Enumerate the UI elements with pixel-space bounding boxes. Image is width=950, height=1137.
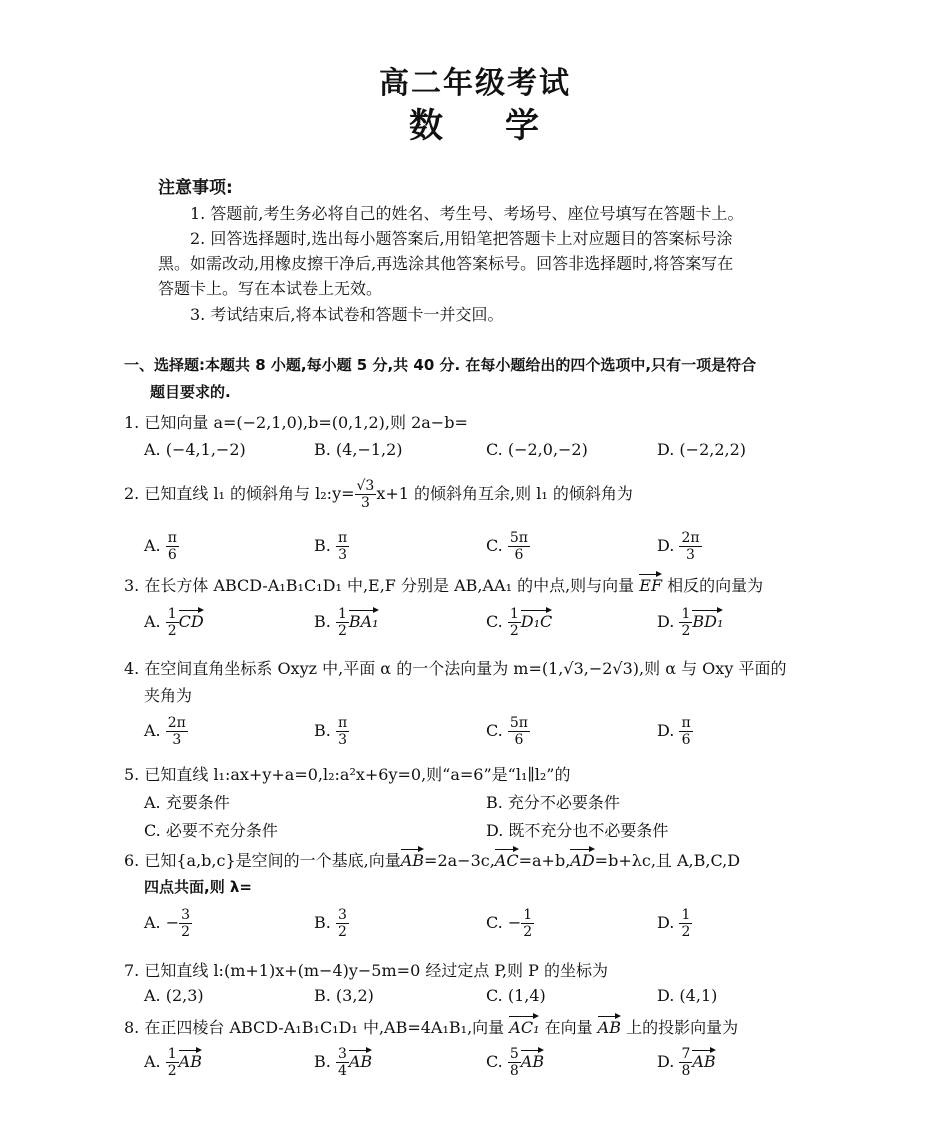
q2-option-b bbox=[314, 530, 349, 563]
q8-option-c bbox=[486, 1046, 544, 1079]
q4-option-a-label: A. bbox=[144, 721, 161, 741]
q2-option-d-label: D. bbox=[657, 536, 675, 556]
q3-option-c bbox=[486, 606, 552, 639]
q6-option-b-label: B. bbox=[314, 913, 331, 933]
q8-option-a-num: 1 bbox=[167, 1046, 177, 1062]
q5-option-a: A. 充要条件 bbox=[144, 793, 230, 812]
q3-option-b-num: 1 bbox=[337, 606, 347, 622]
notice-line-5: 3. 考试结束后,将本试卷和答题卡一并交回。 bbox=[190, 305, 504, 324]
q8-option-b-den: 4 bbox=[337, 1063, 347, 1080]
q2-option-a-den: 6 bbox=[167, 547, 177, 564]
q6-option-d-num: 1 bbox=[681, 907, 691, 923]
question-6-stem bbox=[124, 848, 740, 871]
q8-option-a-label: A. bbox=[144, 1052, 161, 1072]
q6-option-a bbox=[144, 907, 192, 940]
notice-line-4: 答题卡上。写在本试卷上无效。 bbox=[158, 279, 383, 298]
q4-option-b-label: B. bbox=[314, 721, 331, 741]
q8-option-d-label: D. bbox=[657, 1052, 675, 1072]
notice-heading: 注意事项: bbox=[158, 178, 233, 198]
q4-option-d-den: 6 bbox=[681, 732, 691, 749]
q8-option-c-label: C. bbox=[486, 1052, 503, 1072]
q2-option-d bbox=[657, 530, 702, 563]
q8-vector-ac1: AC₁ bbox=[509, 1018, 540, 1037]
q3-option-c-vector: D₁C bbox=[520, 612, 553, 632]
q2-fraction-numerator: √3 bbox=[356, 478, 375, 494]
q3-option-a-den: 2 bbox=[167, 623, 177, 640]
q2-option-d-num: 2π bbox=[681, 530, 700, 546]
q6-vector-ac: AC bbox=[494, 851, 519, 870]
q3-stem-part-b: 相反的向量为 bbox=[662, 576, 764, 595]
q6-stem-part-d: =b+λc,且 A,B,C,D bbox=[594, 851, 741, 870]
q6-option-a-den: 2 bbox=[181, 924, 191, 941]
q1-option-c: C. (−2,0,−2) bbox=[486, 440, 588, 459]
q6-option-b-den: 2 bbox=[337, 924, 347, 941]
q7-option-b: B. (3,2) bbox=[314, 986, 374, 1005]
section-heading-2: 题目要求的. bbox=[150, 383, 231, 401]
q4-option-a-num: 2π bbox=[167, 715, 186, 731]
q2-option-a-label: A. bbox=[144, 536, 161, 556]
q8-option-b-label: B. bbox=[314, 1052, 331, 1072]
q3-option-d-label: D. bbox=[657, 612, 675, 632]
q6-vector-ad: AD bbox=[570, 851, 595, 870]
q6-option-d bbox=[657, 907, 692, 940]
q8-option-a-vector: AB bbox=[178, 1052, 202, 1072]
notice-line-1: 1. 答题前,考生务必将自己的姓名、考生号、考场号、座位号填写在答题卡上。 bbox=[190, 204, 744, 223]
q4-option-b-num: π bbox=[337, 715, 348, 731]
q2-option-d-den: 3 bbox=[686, 547, 695, 564]
q1-option-d: D. (−2,2,2) bbox=[657, 440, 747, 459]
q2-fraction-denominator: 3 bbox=[360, 495, 370, 512]
question-4-stem-1: 4. 在空间直角坐标系 Oxyz 中,平面 α 的一个法向量为 m=(1,√3,−2√3),则 α 与 Oxy 平面的 bbox=[124, 659, 787, 678]
q4-option-c-label: C. bbox=[486, 721, 503, 741]
q6-stem-part-a: 6. 已知{a,b,c}是空间的一个基底,向量 bbox=[124, 851, 401, 870]
q1-option-b: B. (4,−1,2) bbox=[314, 440, 403, 459]
q8-option-c-vector: AB bbox=[520, 1052, 545, 1072]
q6-option-b-num: 3 bbox=[337, 907, 347, 923]
q8-option-c-num: 5 bbox=[509, 1046, 519, 1062]
q3-option-d-num: 1 bbox=[681, 606, 691, 622]
exam-title: 高二年级考试 bbox=[379, 66, 571, 101]
q3-option-c-num: 1 bbox=[509, 606, 519, 622]
q8-vector-ab: AB bbox=[597, 1018, 621, 1037]
q3-option-d-den: 2 bbox=[681, 623, 691, 640]
q2-option-a-num: π bbox=[167, 530, 177, 546]
q3-option-c-label: C. bbox=[486, 612, 503, 632]
section-heading-1: 一、选择题:本题共 8 小题,每小题 5 分,共 40 分. 在每小题给出的四个选项中,只有一项是符合 bbox=[124, 356, 757, 374]
q3-vector-ef: EF bbox=[639, 576, 663, 595]
q5-option-c: C. 必要不充分条件 bbox=[144, 821, 278, 840]
q6-option-a-label: A. − bbox=[144, 913, 180, 933]
q8-option-b-num: 3 bbox=[337, 1046, 347, 1062]
q4-option-c bbox=[486, 715, 530, 748]
q6-option-a-num: 3 bbox=[181, 907, 191, 923]
q8-option-d-num: 7 bbox=[681, 1046, 691, 1062]
q4-option-a-den: 3 bbox=[172, 732, 182, 749]
q2-option-c-label: C. bbox=[486, 536, 503, 556]
q7-option-a: A. (2,3) bbox=[144, 986, 204, 1005]
q6-option-d-label: D. bbox=[657, 913, 675, 933]
q8-stem-part-b: 在向量 bbox=[539, 1018, 593, 1037]
q4-option-b-den: 3 bbox=[338, 732, 347, 749]
q4-option-d bbox=[657, 715, 693, 748]
q8-option-c-den: 8 bbox=[509, 1063, 519, 1080]
q2-option-a bbox=[144, 530, 179, 563]
q2-option-b-label: B. bbox=[314, 536, 331, 556]
q3-option-b-den: 2 bbox=[337, 623, 347, 640]
q3-option-a bbox=[144, 606, 204, 639]
q2-option-c-num: 5π bbox=[509, 530, 528, 546]
q6-stem-part-b: =2a−3c, bbox=[424, 851, 495, 870]
q6-option-c bbox=[486, 907, 534, 940]
q8-option-a bbox=[144, 1046, 202, 1079]
q4-option-c-den: 6 bbox=[514, 732, 524, 749]
q4-option-c-num: 5π bbox=[509, 715, 528, 731]
q6-option-c-den: 2 bbox=[523, 924, 533, 941]
question-5-stem: 5. 已知直线 l₁:ax+y+a=0,l₂:a²x+6y=0,则“a=6”是“l₁∥l₂”的 bbox=[124, 765, 571, 784]
q3-option-b bbox=[314, 606, 379, 639]
question-6-stem-2: 四点共面,则 λ= bbox=[144, 878, 252, 896]
question-2-stem bbox=[124, 478, 633, 511]
q8-option-d bbox=[657, 1046, 716, 1079]
question-1-stem: 1. 已知向量 a=(−2,1,0),b=(0,1,2),则 2a−b= bbox=[124, 413, 468, 432]
q6-option-d-den: 2 bbox=[681, 924, 691, 941]
q3-option-b-label: B. bbox=[314, 612, 331, 632]
q2-stem-fraction bbox=[355, 478, 377, 511]
q3-option-a-num: 1 bbox=[167, 606, 177, 622]
q3-option-d bbox=[657, 606, 723, 639]
q6-option-b bbox=[314, 907, 349, 940]
q8-option-d-den: 8 bbox=[681, 1063, 691, 1080]
q7-option-c: C. (1,4) bbox=[486, 986, 546, 1005]
q3-option-c-den: 2 bbox=[509, 623, 519, 640]
q1-option-a: A. (−4,1,−2) bbox=[144, 440, 246, 459]
q8-stem-part-c: 上的投影向量为 bbox=[620, 1018, 739, 1037]
notice-line-3: 黑。如需改动,用橡皮擦干净后,再选涂其他答案标号。回答非选择题时,将答案写在 bbox=[158, 254, 734, 273]
q5-option-d: D. 既不充分也不必要条件 bbox=[486, 821, 669, 840]
subject-title: 数学 bbox=[409, 106, 601, 146]
q4-option-d-label: D. bbox=[657, 721, 675, 741]
question-4-stem-2: 夹角为 bbox=[144, 686, 193, 705]
q8-option-d-vector: AB bbox=[692, 1052, 716, 1072]
q8-option-a-den: 2 bbox=[167, 1063, 177, 1080]
q3-option-a-vector: CD bbox=[178, 612, 204, 632]
q2-option-b-num: π bbox=[337, 530, 348, 546]
q6-option-c-num: 1 bbox=[523, 907, 533, 923]
q2-stem-part-b: x+1 的倾斜角互余,则 l₁ 的倾斜角为 bbox=[376, 484, 633, 504]
q2-option-c bbox=[486, 530, 530, 563]
q3-option-b-vector: BA₁ bbox=[348, 612, 379, 632]
q8-option-b bbox=[314, 1046, 372, 1079]
q3-stem-part-a: 3. 在长方体 ABCD-A₁B₁C₁D₁ 中,E,F 分别是 AB,AA₁ 的中点,则与向量 bbox=[124, 576, 635, 595]
question-8-stem bbox=[124, 1015, 738, 1038]
q2-option-b-den: 3 bbox=[338, 547, 347, 564]
q6-stem-part-c: =a+b, bbox=[518, 851, 571, 870]
q6-option-c-label: C. − bbox=[486, 913, 522, 933]
q6-vector-ab: AB bbox=[400, 851, 425, 870]
q4-option-a bbox=[144, 715, 188, 748]
q3-option-a-label: A. bbox=[144, 612, 161, 632]
q8-option-b-vector: AB bbox=[348, 1052, 373, 1072]
notice-line-2: 2. 回答选择题时,选出每小题答案后,用铅笔把答题卡上对应题目的答案标号涂 bbox=[190, 229, 733, 248]
q2-option-c-den: 6 bbox=[514, 547, 524, 564]
q5-option-b: B. 充分不必要条件 bbox=[486, 793, 620, 812]
q3-option-d-vector: BD₁ bbox=[692, 612, 724, 632]
q4-option-b bbox=[314, 715, 349, 748]
q4-option-d-num: π bbox=[681, 715, 691, 731]
question-7-stem: 7. 已知直线 l:(m+1)x+(m−4)y−5m=0 经过定点 P,则 P 的坐标为 bbox=[124, 961, 608, 980]
q2-stem-part-a: 2. 已知直线 l₁ 的倾斜角与 l₂:y= bbox=[124, 484, 355, 504]
q8-stem-part-a: 8. 在正四棱台 ABCD-A₁B₁C₁D₁ 中,AB=4A₁B₁,向量 bbox=[124, 1018, 505, 1037]
question-3-stem bbox=[124, 573, 763, 596]
q7-option-d: D. (4,1) bbox=[657, 986, 718, 1005]
